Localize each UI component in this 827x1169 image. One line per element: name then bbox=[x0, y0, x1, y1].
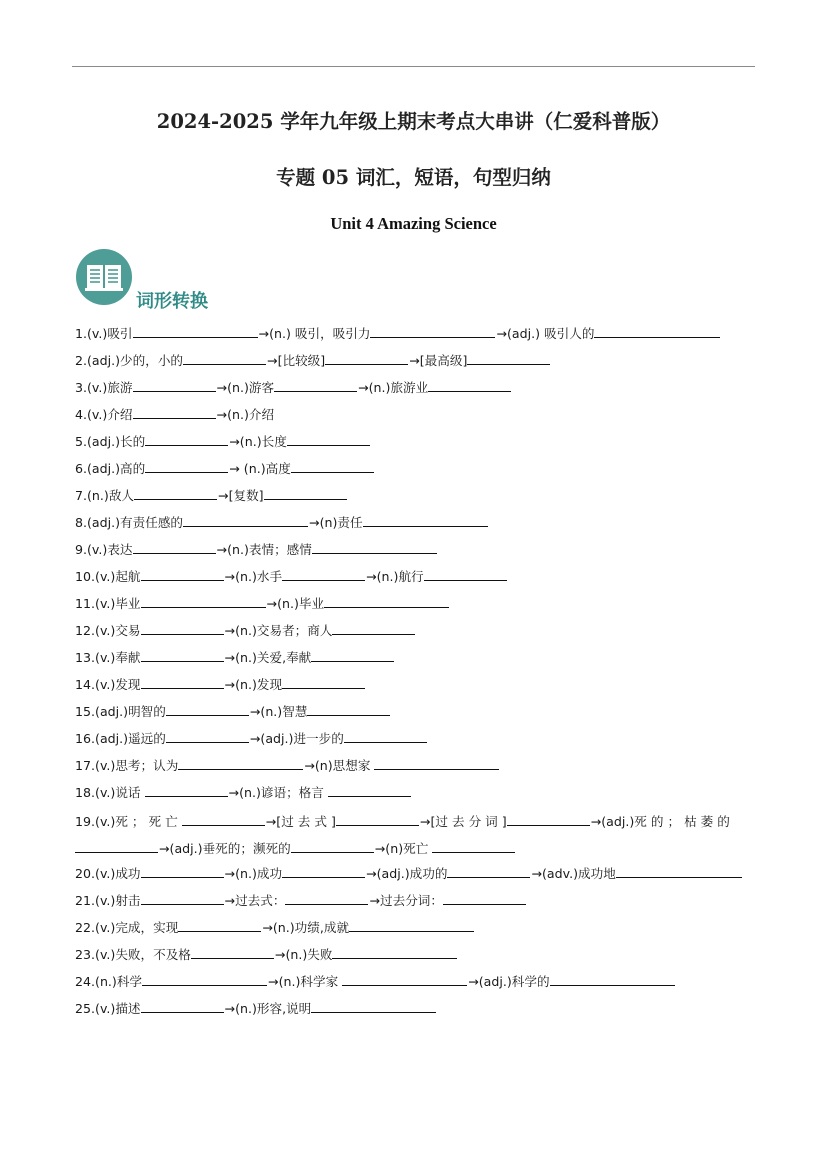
prompt-text: →(n)思想家 bbox=[304, 758, 375, 773]
answer-blank[interactable] bbox=[311, 648, 394, 662]
answer-blank[interactable] bbox=[141, 567, 224, 581]
answer-blank[interactable] bbox=[141, 999, 224, 1013]
prompt-text: →(n)责任 bbox=[309, 515, 363, 530]
prompt-text: 16.(adj.)遥远的 bbox=[75, 731, 166, 746]
prompt-text: 22.(v.)完成，实现 bbox=[75, 920, 179, 935]
answer-blank[interactable] bbox=[336, 812, 419, 826]
exercise-item bbox=[75, 700, 755, 727]
exercise-item bbox=[75, 484, 755, 511]
answer-blank[interactable] bbox=[141, 675, 224, 689]
answer-blank[interactable] bbox=[282, 567, 365, 581]
answer-blank[interactable] bbox=[285, 891, 368, 905]
prompt-text: →(n.)毕业 bbox=[266, 596, 325, 611]
answer-blank[interactable] bbox=[432, 839, 515, 853]
answer-blank[interactable] bbox=[291, 459, 374, 473]
answer-blank[interactable] bbox=[428, 378, 511, 392]
prompt-text: →(adv.)成功地 bbox=[531, 866, 616, 881]
prompt-text: →(n.) 吸引，吸引力 bbox=[258, 326, 371, 341]
answer-blank[interactable] bbox=[166, 702, 249, 716]
prompt-text: →[复数] bbox=[218, 488, 264, 503]
answer-blank[interactable] bbox=[141, 621, 224, 635]
answer-blank[interactable] bbox=[133, 540, 216, 554]
word-form-list bbox=[75, 322, 755, 1024]
exercise-item bbox=[75, 943, 755, 970]
answer-blank[interactable] bbox=[324, 594, 449, 608]
exercise-item bbox=[75, 970, 755, 997]
prompt-text: →(adj.)进一步的 bbox=[249, 731, 344, 746]
prompt-text: →(n.)科学家 bbox=[268, 974, 343, 989]
prompt-text: 14.(v.)发现 bbox=[75, 677, 141, 692]
answer-blank[interactable] bbox=[344, 729, 427, 743]
answer-blank[interactable] bbox=[145, 459, 228, 473]
prompt-text: →过去分词： bbox=[369, 893, 443, 908]
section-label: 词形转换 bbox=[136, 291, 208, 312]
exercise-item bbox=[75, 376, 755, 403]
prompt-text: →(n.)旅游业 bbox=[358, 380, 429, 395]
prompt-text: →(n.)航行 bbox=[366, 569, 424, 584]
prompt-text: 6.(adj.)高的 bbox=[75, 461, 146, 476]
answer-blank[interactable] bbox=[133, 405, 216, 419]
prompt-text: →[最高级] bbox=[409, 353, 468, 368]
answer-blank[interactable] bbox=[291, 839, 374, 853]
top-divider bbox=[72, 66, 755, 67]
answer-blank[interactable] bbox=[166, 729, 249, 743]
prompt-text: 9.(v.)表达 bbox=[75, 542, 133, 557]
answer-blank[interactable] bbox=[141, 864, 224, 878]
answer-blank[interactable] bbox=[447, 864, 530, 878]
prompt-text: →(adj.)成功的 bbox=[366, 866, 448, 881]
exercise-item bbox=[75, 430, 755, 457]
exercise-item bbox=[75, 781, 755, 808]
prompt-text: →(n.)功绩,成就 bbox=[262, 920, 350, 935]
prompt-text: 24.(n.)科学 bbox=[75, 974, 143, 989]
prompt-text: →(adj.)死 的 ； 枯 萎 的 bbox=[590, 814, 730, 829]
answer-blank[interactable] bbox=[145, 783, 228, 797]
answer-blank[interactable] bbox=[133, 324, 258, 338]
exercise-item bbox=[75, 322, 755, 349]
exercise-item bbox=[75, 889, 755, 916]
open-book-icon bbox=[76, 249, 132, 305]
prompt-text: 10.(v.)起航 bbox=[75, 569, 141, 584]
prompt-text: 1.(v.)吸引 bbox=[75, 326, 133, 341]
document-subtitle: 专题 05 词汇，短语，句型归纳 bbox=[276, 166, 551, 189]
prompt-text: 12.(v.)交易 bbox=[75, 623, 141, 638]
answer-blank[interactable] bbox=[550, 972, 675, 986]
document-title: 2024-2025 学年九年级上期末考点大串讲（仁爱科普版） bbox=[156, 110, 671, 133]
exercise-item bbox=[75, 538, 755, 565]
exercise-item bbox=[75, 403, 755, 430]
prompt-text: →(n.)发现 bbox=[224, 677, 283, 692]
answer-blank[interactable] bbox=[332, 945, 457, 959]
prompt-text: →(n.)交易者；商人 bbox=[224, 623, 333, 638]
answer-blank[interactable] bbox=[75, 839, 158, 853]
answer-blank[interactable] bbox=[311, 999, 436, 1013]
answer-blank[interactable] bbox=[282, 675, 365, 689]
exercise-item bbox=[75, 457, 755, 484]
prompt-text: →过去式： bbox=[224, 893, 286, 908]
answer-blank[interactable] bbox=[183, 513, 308, 527]
prompt-text: 18.(v.)说话 bbox=[75, 785, 145, 800]
prompt-text: 7.(n.)敌人 bbox=[75, 488, 135, 503]
prompt-text: →(n.)失败 bbox=[274, 947, 333, 962]
exercise-item bbox=[75, 592, 755, 619]
answer-blank[interactable] bbox=[507, 812, 590, 826]
answer-blank[interactable] bbox=[424, 567, 507, 581]
exercise-item bbox=[75, 727, 755, 754]
answer-blank[interactable] bbox=[349, 918, 474, 932]
prompt-text: 2.(adj.)少的，小的 bbox=[75, 353, 184, 368]
answer-blank[interactable] bbox=[183, 351, 266, 365]
prompt-text: →(n.)形容,说明 bbox=[224, 1001, 312, 1016]
answer-blank[interactable] bbox=[182, 812, 265, 826]
prompt-text: 25.(v.)描述 bbox=[75, 1001, 141, 1016]
exercise-item bbox=[75, 997, 755, 1024]
answer-blank[interactable] bbox=[342, 972, 467, 986]
prompt-text: →(adj.)科学的 bbox=[468, 974, 550, 989]
prompt-text: →[比较级] bbox=[267, 353, 326, 368]
answer-blank[interactable] bbox=[264, 486, 347, 500]
prompt-text: 5.(adj.)长的 bbox=[75, 434, 146, 449]
answer-blank[interactable] bbox=[134, 486, 217, 500]
prompt-text: 21.(v.)射击 bbox=[75, 893, 141, 908]
answer-blank[interactable] bbox=[325, 351, 408, 365]
answer-blank[interactable] bbox=[282, 864, 365, 878]
prompt-text: →(n.)成功 bbox=[224, 866, 283, 881]
answer-blank[interactable] bbox=[370, 324, 495, 338]
prompt-text: →[过 去 分 词 ] bbox=[419, 814, 507, 829]
exercise-item bbox=[75, 916, 755, 943]
answer-blank[interactable] bbox=[328, 783, 411, 797]
exercise-item bbox=[75, 565, 755, 592]
exercise-item bbox=[75, 619, 755, 646]
prompt-text: →(n.)表情；感情 bbox=[216, 542, 312, 557]
prompt-text: →(n.)谚语；格言 bbox=[228, 785, 328, 800]
answer-blank[interactable] bbox=[287, 432, 370, 446]
answer-blank[interactable] bbox=[312, 540, 437, 554]
prompt-text: →(adj.) 吸引人的 bbox=[496, 326, 595, 341]
prompt-text: 4.(v.)介绍 bbox=[75, 407, 133, 422]
answer-blank[interactable] bbox=[332, 621, 415, 635]
answer-blank[interactable] bbox=[594, 324, 720, 338]
answer-blank[interactable] bbox=[145, 432, 228, 446]
prompt-text: →(adj.)垂死的；濒死的 bbox=[159, 841, 291, 856]
answer-blank[interactable] bbox=[616, 864, 742, 878]
prompt-text: →(n.)智慧 bbox=[249, 704, 308, 719]
answer-blank[interactable] bbox=[363, 513, 488, 527]
answer-blank[interactable] bbox=[191, 945, 274, 959]
answer-blank[interactable] bbox=[142, 972, 267, 986]
answer-blank[interactable] bbox=[133, 378, 216, 392]
prompt-text: 11.(v.)毕业 bbox=[75, 596, 141, 611]
answer-blank[interactable] bbox=[443, 891, 526, 905]
prompt-text: 20.(v.)成功 bbox=[75, 866, 141, 881]
exercise-item bbox=[75, 349, 755, 376]
prompt-text: 15.(adj.)明智的 bbox=[75, 704, 166, 719]
answer-blank[interactable] bbox=[178, 756, 303, 770]
exercise-item bbox=[75, 511, 755, 538]
exercise-item bbox=[75, 673, 755, 700]
prompt-text: →[过 去 式 ] bbox=[265, 814, 336, 829]
exercise-item bbox=[75, 646, 755, 673]
prompt-text: 19.(v.)死 ； 死 亡 bbox=[75, 814, 182, 829]
answer-blank[interactable] bbox=[307, 702, 390, 716]
prompt-text: → (n.)高度 bbox=[229, 461, 291, 476]
prompt-text: →(n)死亡 bbox=[374, 841, 433, 856]
answer-blank[interactable] bbox=[374, 756, 499, 770]
prompt-text: →(n.)游客 bbox=[216, 380, 275, 395]
prompt-text: 3.(v.)旅游 bbox=[75, 380, 133, 395]
prompt-text: 23.(v.)失败，不及格 bbox=[75, 947, 191, 962]
prompt-text: →(n.)关爱,奉献 bbox=[224, 650, 312, 665]
prompt-text: 13.(v.)奉献 bbox=[75, 650, 141, 665]
answer-blank[interactable] bbox=[467, 351, 550, 365]
answer-blank[interactable] bbox=[141, 891, 224, 905]
prompt-text: 17.(v.)思考；认为 bbox=[75, 758, 179, 773]
prompt-text: →(n.)介绍 bbox=[216, 407, 275, 422]
exercise-item bbox=[75, 754, 755, 781]
exercise-item bbox=[75, 808, 755, 862]
unit-heading: Unit 4 Amazing Science bbox=[330, 214, 497, 233]
prompt-text: →(n.)长度 bbox=[229, 434, 287, 449]
prompt-text: 8.(adj.)有责任感的 bbox=[75, 515, 184, 530]
answer-blank[interactable] bbox=[274, 378, 357, 392]
answer-blank[interactable] bbox=[178, 918, 261, 932]
prompt-text: →(n.)水手 bbox=[224, 569, 283, 584]
exercise-item bbox=[75, 862, 755, 889]
answer-blank[interactable] bbox=[141, 648, 224, 662]
answer-blank[interactable] bbox=[141, 594, 266, 608]
